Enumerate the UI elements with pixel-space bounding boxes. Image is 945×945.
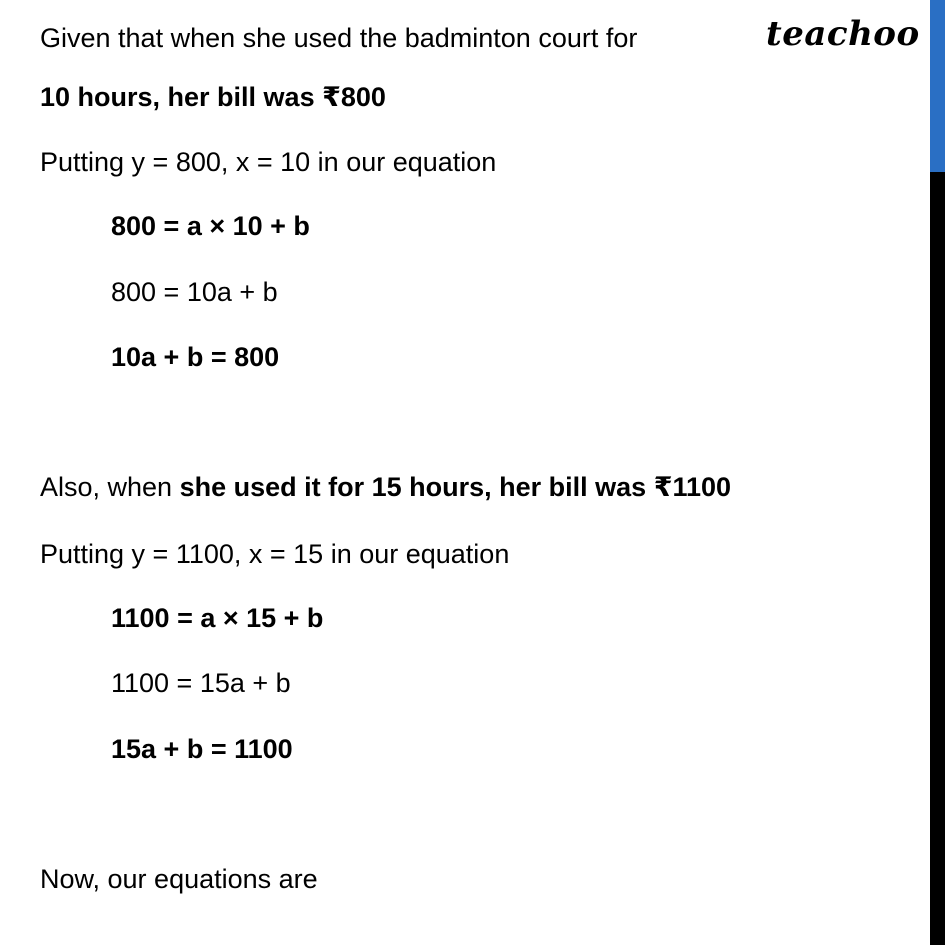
equation-15a-plus-b-1100: 15a + b = 1100 — [111, 734, 293, 764]
text-line-putting-1100: Putting y = 1100, x = 15 in our equation — [40, 539, 510, 569]
equation-800-10a-plus-b: 800 = 10a + b — [111, 277, 278, 307]
scrollbar-thumb[interactable] — [930, 0, 945, 172]
equation-10a-plus-b-800: 10a + b = 800 — [111, 342, 280, 372]
text-line-now-equations: Now, our equations are — [40, 864, 318, 894]
text-line-putting-800: Putting y = 800, x = 10 in our equation — [40, 147, 497, 177]
equation-1100-a-times-15: 1100 = a × 15 + b — [111, 603, 324, 633]
equation-1100-15a-plus-b: 1100 = 15a + b — [111, 668, 291, 698]
text-line-10-hours-bill: 10 hours, her bill was ₹800 — [40, 82, 386, 112]
text-line-given: Given that when she used the badminton court for — [40, 23, 638, 53]
text-line-also-when — [40, 470, 731, 504]
equation-800-a-times-10: 800 = a × 10 + b — [111, 211, 310, 241]
text-also-when-normal: Also, when — [40, 472, 180, 502]
text-also-when-bold: she used it for 15 hours, her bill was ₹1100 — [179, 472, 732, 502]
teachoo-logo: teachoo — [766, 14, 920, 54]
